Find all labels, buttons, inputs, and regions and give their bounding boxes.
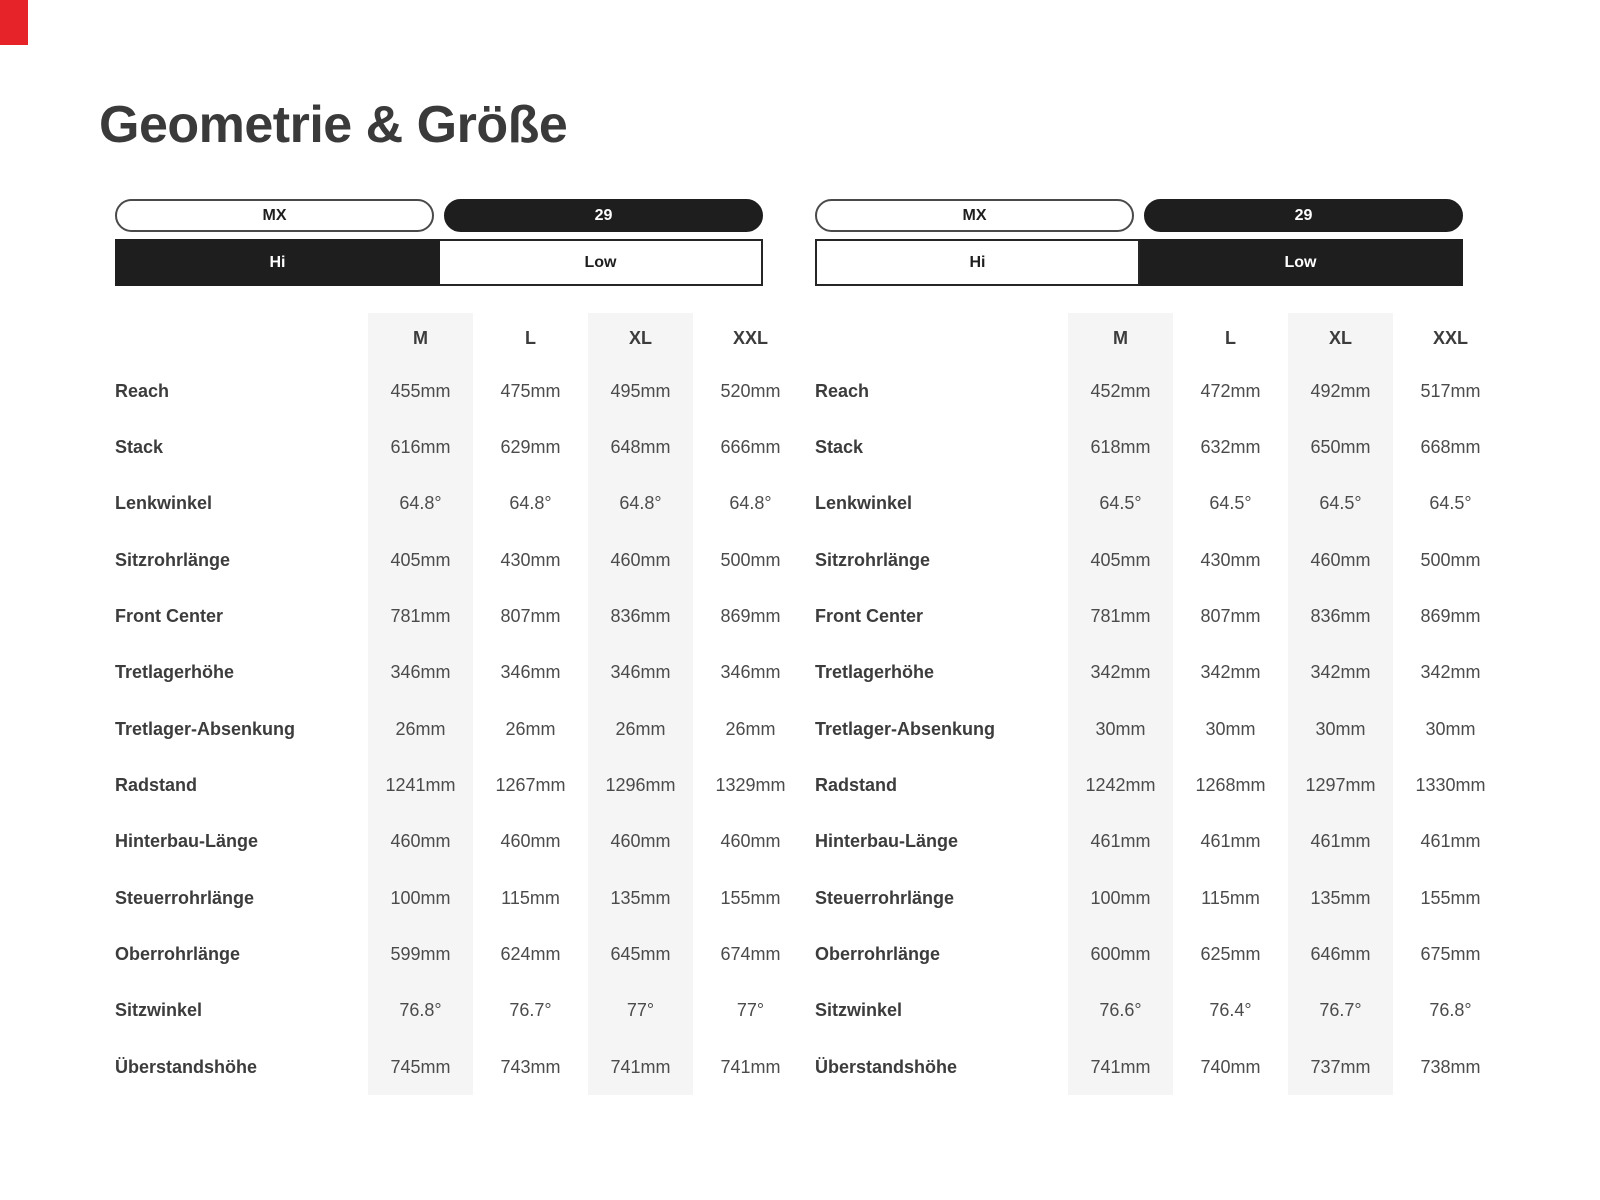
cell-value: 460mm	[500, 831, 561, 852]
cell-value: 64.5°	[1068, 476, 1173, 532]
row-label: Steuerrohrlänge	[115, 887, 255, 908]
cell-value: 115mm	[501, 887, 560, 908]
cell-value: 500mm	[1420, 549, 1481, 570]
cell-value: 26mm	[505, 718, 556, 739]
row-label: Radstand	[115, 775, 198, 796]
cell-value: 472mm	[1200, 380, 1261, 401]
row-label: Hinterbau-Länge	[115, 831, 259, 852]
cell-value: 599mm	[368, 926, 473, 982]
cell-value: 342mm	[1288, 645, 1393, 701]
row-label: Hinterbau-Länge	[815, 831, 959, 852]
row-label: Überstandshöhe	[815, 1056, 958, 1077]
row-label: Steuerrohrlänge	[815, 887, 955, 908]
cell-value: 461mm	[1288, 814, 1393, 870]
size-column-header: XXL	[732, 327, 768, 348]
cell-value: 869mm	[1420, 606, 1481, 627]
wheel-toggle-mx[interactable]: MX	[115, 199, 434, 232]
cell-value: 64.8°	[368, 476, 473, 532]
cell-value: 600mm	[1068, 926, 1173, 982]
table-corner	[115, 313, 368, 363]
cell-value: 616mm	[368, 419, 473, 475]
cell-value: 346mm	[368, 645, 473, 701]
row-label: Tretlagerhöhe	[815, 662, 935, 683]
flip-chip-toggle-group	[815, 239, 1463, 286]
cell-value: 475mm	[500, 380, 561, 401]
cell-value: 77°	[588, 983, 693, 1039]
cell-value: 461mm	[1068, 814, 1173, 870]
position-toggle-hi[interactable]: Hi	[115, 239, 440, 286]
cell-value: 76.7°	[1288, 983, 1393, 1039]
cell-value: 30mm	[1288, 701, 1393, 757]
row-label: Sitzwinkel	[815, 1000, 903, 1021]
cell-value: 520mm	[720, 380, 781, 401]
cell-value: 346mm	[500, 662, 561, 683]
cell-value: 675mm	[1420, 944, 1481, 965]
cell-value: 26mm	[368, 701, 473, 757]
position-toggle-low[interactable]: Low	[1140, 239, 1463, 286]
cell-value: 430mm	[1200, 549, 1261, 570]
row-label: Tretlager-Absenkung	[115, 718, 296, 739]
cell-value: 517mm	[1420, 380, 1481, 401]
cell-value: 1297mm	[1288, 757, 1393, 813]
cell-value: 26mm	[725, 718, 776, 739]
cell-value: 1330mm	[1415, 775, 1486, 796]
cell-value: 461mm	[1200, 831, 1261, 852]
cell-value: 460mm	[588, 532, 693, 588]
cell-value: 100mm	[368, 870, 473, 926]
cell-value: 646mm	[1288, 926, 1393, 982]
page-title: Geometrie & Größe	[99, 96, 568, 154]
cell-value: 460mm	[1288, 532, 1393, 588]
geometry-table	[815, 313, 1508, 1095]
cell-value: 1241mm	[368, 757, 473, 813]
cell-value: 495mm	[588, 363, 693, 419]
cell-value: 740mm	[1200, 1056, 1261, 1077]
cell-value: 807mm	[500, 606, 561, 627]
row-label: Front Center	[115, 606, 223, 627]
cell-value: 836mm	[1288, 588, 1393, 644]
cell-value: 1242mm	[1068, 757, 1173, 813]
table-corner	[815, 313, 1068, 363]
row-label: Oberrohrlänge	[815, 944, 941, 965]
cell-value: 135mm	[1288, 870, 1393, 926]
cell-value: 1268mm	[1195, 775, 1266, 796]
cell-value: 460mm	[588, 814, 693, 870]
cell-value: 674mm	[720, 944, 781, 965]
row-label: Reach	[115, 380, 170, 401]
cell-value: 500mm	[720, 549, 781, 570]
cell-value: 807mm	[1200, 606, 1261, 627]
wheel-size-toggle-group	[115, 199, 763, 232]
cell-value: 30mm	[1068, 701, 1173, 757]
size-column-header: M	[368, 313, 473, 363]
cell-value: 430mm	[500, 549, 561, 570]
size-column-header: L	[525, 327, 536, 348]
cell-value: 741mm	[720, 1056, 781, 1077]
cell-value: 405mm	[368, 532, 473, 588]
row-label: Front Center	[815, 606, 923, 627]
cell-value: 781mm	[368, 588, 473, 644]
row-label: Stack	[115, 437, 164, 458]
size-column-header: M	[1068, 313, 1173, 363]
cell-value: 115mm	[1201, 887, 1260, 908]
cell-value: 1267mm	[495, 775, 566, 796]
row-label: Tretlagerhöhe	[115, 662, 235, 683]
cell-value: 64.5°	[1288, 476, 1393, 532]
cell-value: 30mm	[1425, 718, 1476, 739]
cell-value: 650mm	[1288, 419, 1393, 475]
cell-value: 836mm	[588, 588, 693, 644]
row-label: Reach	[815, 380, 870, 401]
cell-value: 342mm	[1068, 645, 1173, 701]
cell-value: 135mm	[588, 870, 693, 926]
cell-value: 645mm	[588, 926, 693, 982]
row-label: Sitzrohrlänge	[815, 549, 931, 570]
cell-value: 869mm	[720, 606, 781, 627]
cell-value: 155mm	[720, 887, 781, 908]
geometry-table	[115, 313, 808, 1095]
cell-value: 618mm	[1068, 419, 1173, 475]
cell-value: 492mm	[1288, 363, 1393, 419]
row-label: Radstand	[815, 775, 898, 796]
cell-value: 781mm	[1068, 588, 1173, 644]
cell-value: 741mm	[1068, 1039, 1173, 1095]
cell-value: 76.8°	[1429, 1000, 1472, 1021]
size-column-header: XXL	[1432, 327, 1468, 348]
row-label: Lenkwinkel	[115, 493, 213, 514]
size-column-header: L	[1225, 327, 1236, 348]
cell-value: 64.8°	[588, 476, 693, 532]
cell-value: 666mm	[720, 437, 781, 458]
cell-value: 455mm	[368, 363, 473, 419]
cell-value: 452mm	[1068, 363, 1173, 419]
geometry-panel-hi	[115, 199, 786, 1077]
corner-marker	[0, 0, 28, 45]
cell-value: 76.6°	[1068, 983, 1173, 1039]
geometry-panel-low	[815, 199, 1486, 1077]
cell-value: 741mm	[588, 1039, 693, 1095]
cell-value: 1329mm	[715, 775, 786, 796]
row-label: Lenkwinkel	[815, 493, 913, 514]
position-toggle-hi[interactable]: Hi	[815, 239, 1140, 286]
cell-value: 461mm	[1420, 831, 1481, 852]
cell-value: 64.8°	[729, 493, 772, 514]
cell-value: 460mm	[720, 831, 781, 852]
cell-value: 100mm	[1068, 870, 1173, 926]
row-label: Überstandshöhe	[115, 1056, 258, 1077]
cell-value: 76.8°	[368, 983, 473, 1039]
cell-value: 76.7°	[509, 1000, 552, 1021]
cell-value: 624mm	[500, 944, 561, 965]
cell-value: 625mm	[1200, 944, 1261, 965]
wheel-toggle-29[interactable]: 29	[1144, 199, 1463, 232]
position-toggle-low[interactable]: Low	[440, 239, 763, 286]
cell-value: 346mm	[720, 662, 781, 683]
cell-value: 64.8°	[509, 493, 552, 514]
cell-value: 26mm	[588, 701, 693, 757]
wheel-toggle-29[interactable]: 29	[444, 199, 763, 232]
cell-value: 629mm	[500, 437, 561, 458]
cell-value: 64.5°	[1209, 493, 1252, 514]
cell-value: 346mm	[588, 645, 693, 701]
cell-value: 342mm	[1420, 662, 1481, 683]
size-column-header: XL	[1288, 313, 1393, 363]
cell-value: 648mm	[588, 419, 693, 475]
row-label: Stack	[815, 437, 864, 458]
cell-value: 460mm	[368, 814, 473, 870]
cell-value: 738mm	[1420, 1056, 1481, 1077]
cell-value: 76.4°	[1209, 1000, 1252, 1021]
row-label: Sitzwinkel	[115, 1000, 203, 1021]
row-label: Oberrohrlänge	[115, 944, 241, 965]
cell-value: 342mm	[1200, 662, 1261, 683]
cell-value: 1296mm	[588, 757, 693, 813]
flip-chip-toggle-group	[115, 239, 763, 286]
cell-value: 155mm	[1420, 887, 1481, 908]
cell-value: 743mm	[500, 1056, 561, 1077]
wheel-size-toggle-group	[815, 199, 1463, 232]
cell-value: 64.5°	[1429, 493, 1472, 514]
cell-value: 77°	[736, 1000, 765, 1021]
row-label: Tretlager-Absenkung	[815, 718, 996, 739]
cell-value: 745mm	[368, 1039, 473, 1095]
size-column-header: XL	[588, 313, 693, 363]
row-label: Sitzrohrlänge	[115, 549, 231, 570]
cell-value: 405mm	[1068, 532, 1173, 588]
cell-value: 668mm	[1420, 437, 1481, 458]
wheel-toggle-mx[interactable]: MX	[815, 199, 1134, 232]
cell-value: 30mm	[1205, 718, 1256, 739]
cell-value: 632mm	[1200, 437, 1261, 458]
cell-value: 737mm	[1288, 1039, 1393, 1095]
